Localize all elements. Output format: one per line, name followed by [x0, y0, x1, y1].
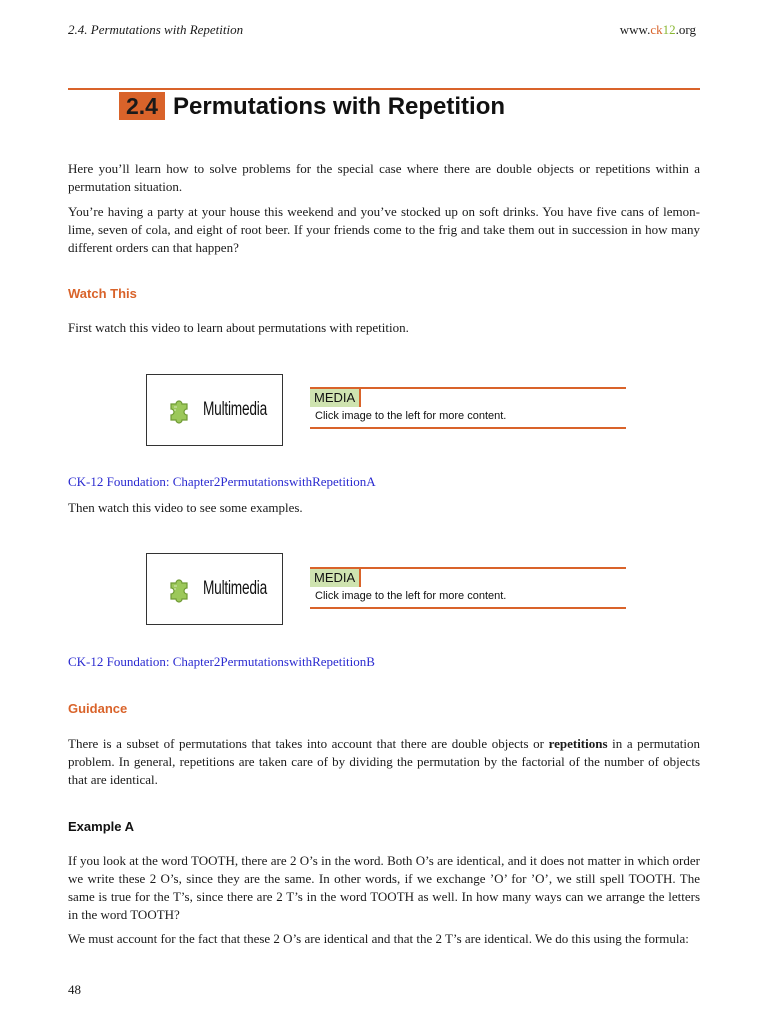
site-suffix: .org	[675, 22, 696, 37]
running-header-section: 2.4. Permutations with Repetition	[68, 22, 244, 37]
puzzle-piece-icon	[167, 575, 195, 603]
multimedia-thumbnail-2[interactable]	[146, 553, 283, 625]
media-tag: MEDIA	[310, 569, 361, 587]
site-prefix: www.	[619, 22, 651, 37]
guidance-text-after: in a permutation problem. In general, repetitions are taken care of by dividing the permutation by the factorial of the number of objects that are identical.	[68, 736, 701, 787]
watch-lead: First watch this video to learn about permutations with repetition.	[68, 320, 409, 335]
intro-paragraph-2: You’re having a party at your house this weekend and you’ve stocked up on soft drinks. You have five cans of lemon-lime, seven of cola, and eight of root beer. If your friends come to the frig and take them out in succession in how many different orders can that happen?	[68, 204, 700, 255]
chapter-rule	[68, 88, 700, 90]
running-header-site[interactable]	[620, 22, 696, 38]
guidance-paragraph	[68, 735, 700, 789]
guidance-bold-term: repetitions	[548, 736, 608, 751]
video-link-b[interactable]: CK-12 Foundation: Chapter2PermutationswithRepetitionB	[68, 654, 375, 669]
media-caption: Click image to the left for more content.	[315, 410, 507, 422]
media-caption: Click image to the left for more content.	[315, 590, 507, 602]
media-panel-1	[310, 387, 626, 429]
media-tag: MEDIA	[310, 389, 361, 407]
media-panel-2	[310, 567, 626, 609]
multimedia-label: Multimedia	[202, 399, 267, 420]
site-12: 12	[662, 22, 676, 37]
page-number: 48	[68, 982, 81, 997]
watch-second-lead: Then watch this video to see some examples.	[68, 500, 303, 515]
guidance-heading: Guidance	[68, 701, 128, 716]
example-a-paragraph-2: We must account for the fact that these 2 O’s are identical and that the 2 T’s are identical. We do this using the formula:	[68, 931, 689, 946]
media-panel-bottom-rule	[310, 607, 626, 609]
video-link-a[interactable]: CK-12 Foundation: Chapter2PermutationswithRepetitionA	[68, 474, 376, 489]
watch-heading: Watch This	[68, 286, 137, 301]
multimedia-thumbnail-1[interactable]	[146, 374, 283, 446]
multimedia-label: Multimedia	[202, 578, 267, 599]
media-panel-bottom-rule	[310, 427, 626, 429]
guidance-text-before: There is a subset of permutations that takes into account that there are double objects or	[68, 736, 549, 751]
site-ck: ck	[650, 22, 663, 37]
puzzle-piece-icon	[167, 396, 195, 424]
example-a-heading: Example A	[68, 819, 134, 834]
chapter-title: Permutations with Repetition	[173, 93, 506, 120]
example-a-paragraph-1: If you look at the word TOOTH, there are 2 O’s in the word. Both O’s are identical, and it does not matter in which order we write these 2 O’s, since they are the same. In other words, if we exchange ’O’ for ’O’, we still spell TOOTH. The same is true for the T’s, since there are 2 T’s in the word TOOTH as well. In how many ways can we arrange the letters in the word TOOTH?	[68, 853, 700, 922]
intro-paragraph-1: Here you’ll learn how to solve problems for the special case where there are double objects or repetitions within a permutation situation.	[68, 161, 700, 194]
chapter-number: 2.4	[119, 92, 165, 120]
